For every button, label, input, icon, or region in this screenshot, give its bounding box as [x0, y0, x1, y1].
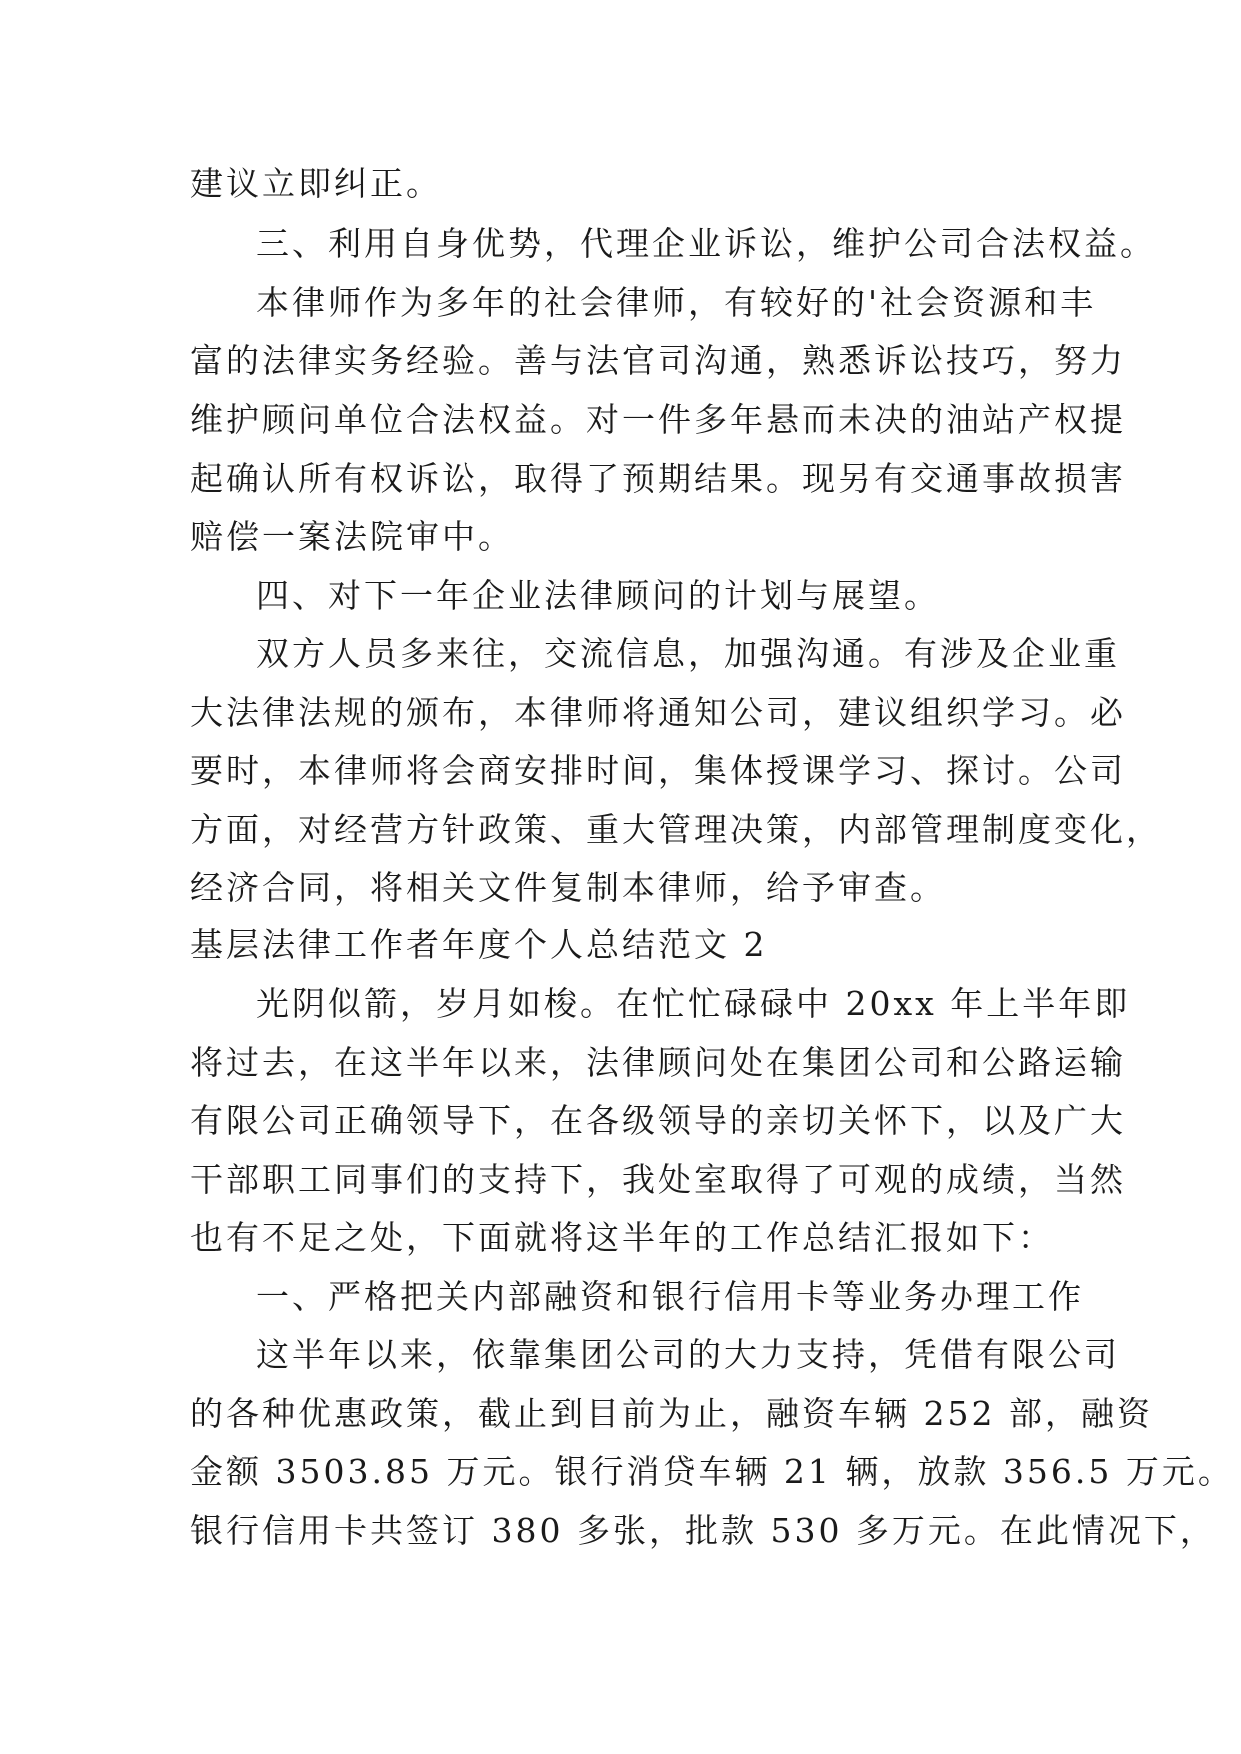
text-line: 赔偿一案法院审中。 — [190, 517, 514, 556]
text-line: 这半年以来，依靠集团公司的大力支持，凭借有限公司 — [256, 1335, 1120, 1374]
text-line: 方面，对经营方针政策、重大管理决策，内部管理制度变化， — [190, 810, 1162, 849]
text-line: 本律师作为多年的社会律师，有较好的'社会资源和丰 — [256, 283, 1097, 322]
text-line: 维护顾问单位合法权益。对一件多年悬而未决的油站产权提 — [190, 400, 1126, 439]
text-line: 将过去，在这半年以来，法律顾问处在集团公司和公路运输 — [190, 1043, 1126, 1082]
text-line: 有限公司正确领导下，在各级领导的亲切关怀下，以及广大 — [190, 1101, 1126, 1140]
section-heading: 一、严格把关内部融资和银行信用卡等业务办理工作 — [256, 1277, 1084, 1316]
text-line: 双方人员多来往，交流信息，加强沟通。有涉及企业重 — [256, 634, 1120, 673]
text-line: 的各种优惠政策，截止到目前为止，融资车辆 252 部，融资 — [190, 1394, 1153, 1433]
text-line: 大法律法规的颁布，本律师将通知公司，建议组织学习。必 — [190, 693, 1126, 732]
text-line: 经济合同，将相关文件复制本律师，给予审查。 — [190, 868, 946, 907]
text-line: 光阴似箭，岁月如梭。在忙忙碌碌中 20xx 年上半年即 — [256, 984, 1131, 1023]
text-line: 也有不足之处，下面就将这半年的工作总结汇报如下： — [190, 1218, 1054, 1257]
article-title: 基层法律工作者年度个人总结范文 2 — [190, 925, 768, 964]
text-line: 富的法律实务经验。善与法官司沟通，熟悉诉讼技巧，努力 — [190, 341, 1126, 380]
section-heading: 三、利用自身优势，代理企业诉讼，维护公司合法权益。 — [256, 224, 1156, 263]
text-line: 要时，本律师将会商安排时间，集体授课学习、探讨。公司 — [190, 751, 1126, 790]
section-heading: 四、对下一年企业法律顾问的计划与展望。 — [256, 576, 940, 615]
text-line: 建议立即纠正。 — [190, 164, 442, 203]
text-line: 干部职工同事们的支持下，我处室取得了可观的成绩，当然 — [190, 1160, 1126, 1199]
text-line: 银行信用卡共签订 380 多张，批款 530 多万元。在此情况下， — [190, 1511, 1216, 1550]
text-line: 金额 3503.85 万元。银行消贷车辆 21 辆，放款 356.5 万元。 — [190, 1452, 1234, 1491]
text-line: 起确认所有权诉讼，取得了预期结果。现另有交通事故损害 — [190, 459, 1126, 498]
